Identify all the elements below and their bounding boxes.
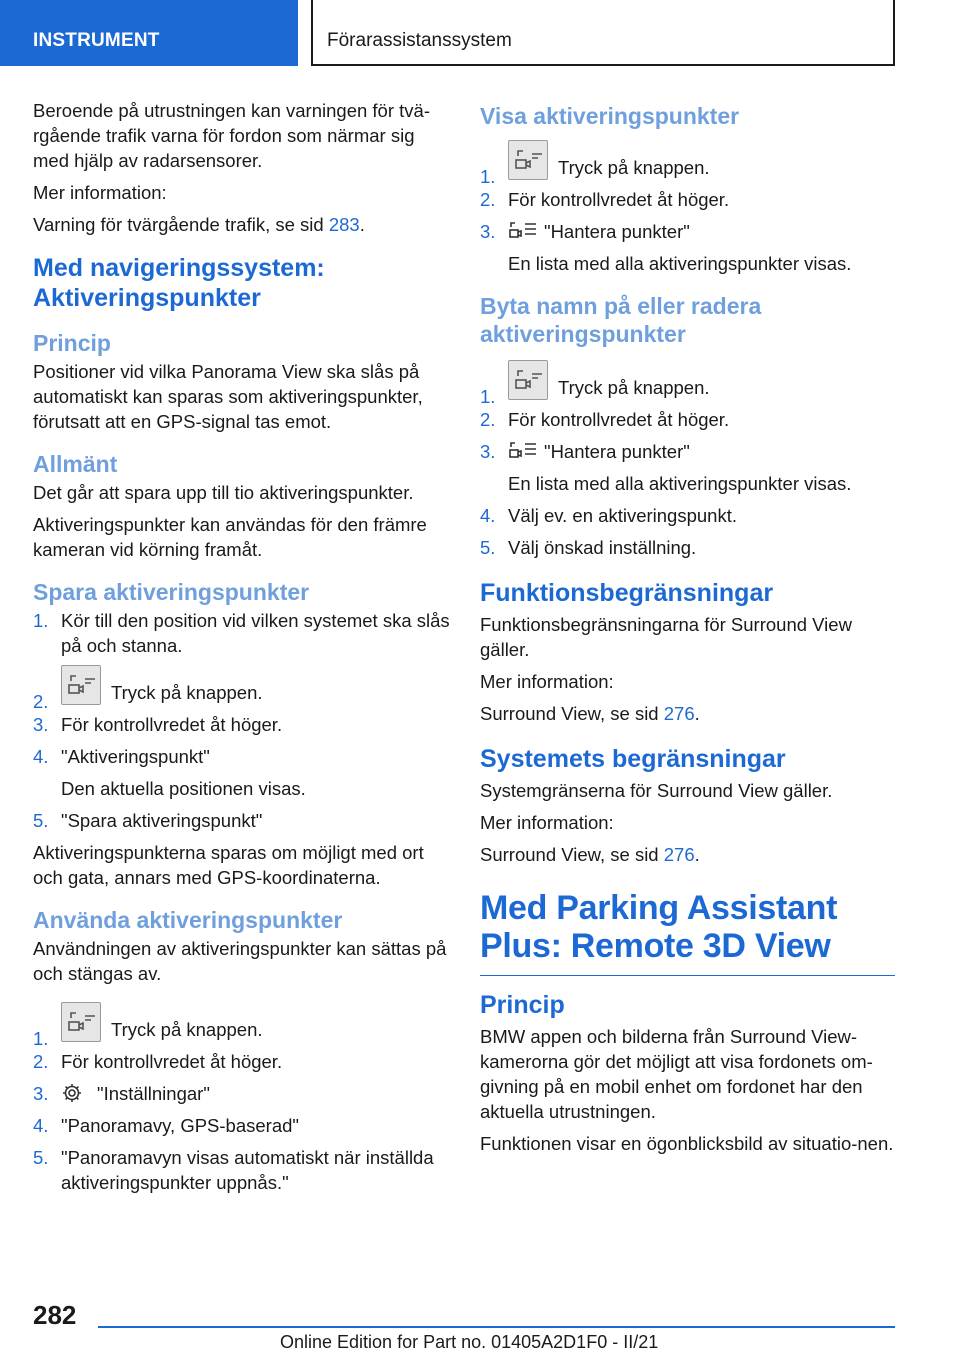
chapter-title: Förarassistanssystem <box>327 30 512 51</box>
page-number: 282 <box>33 1300 77 1330</box>
list-item: 4. "Aktiveringspunkt" Den aktuella positionen visas. <box>33 746 306 799</box>
spara-after-text: Aktiveringspunkterna sparas om möjligt med ort och gata, annars med GPS-koordinaterna. <box>33 842 424 888</box>
list-item: 1. Tryck på knappen. <box>480 140 898 180</box>
allmant-text-1: Det går att spara upp till tio aktiveringspunkter. <box>33 482 414 503</box>
list-item: 3. "Hantera punkter" En lista med alla aktiveringspunkter visas. <box>480 441 852 494</box>
section-heading-funk: Funktionsbegränsningar <box>480 579 774 607</box>
subheading-anvanda: Använda aktiveringspunkter <box>33 907 343 933</box>
gear-icon <box>61 1082 91 1104</box>
more-info-label: Mer information: <box>33 182 167 203</box>
surround-view-reference: Surround View, se sid 276. <box>480 703 700 724</box>
left-column <box>33 98 451 1202</box>
page-link-276[interactable]: 276 <box>663 703 695 724</box>
list-item: 1. Tryck på knappen. <box>480 360 898 400</box>
list-item: 2. För kontrollvredet åt höger. <box>33 1051 283 1072</box>
surround-view-reference: Surround View, se sid 276. <box>480 844 700 865</box>
byta-steps <box>480 360 898 560</box>
section-heading-nav: Med navigeringssystem: Aktiveringspunkter <box>33 254 325 312</box>
section-heading-princip: Princip <box>480 991 565 1019</box>
list-item: 5. "Panoramavyn visas automatiskt när inställda aktiveringspunkter uppnås." <box>33 1147 434 1193</box>
subheading-princip: Princip <box>33 330 111 356</box>
footer-divider <box>98 1326 895 1328</box>
anvanda-text: Användningen av aktiveringspunkter kan sättas på och stängas av. <box>33 938 447 984</box>
princip2-text-1: BMW appen och bilderna från Surround View-kamerorna gör det möjligt att visa fordonets om‐givning på en mobil enhet om fordonet har den aktuella utrustningen. <box>480 1026 873 1122</box>
list-item: 1. Tryck på knappen. <box>33 1002 451 1042</box>
list-item: 3. "Inställningar" <box>33 1083 210 1104</box>
section-heading-sys: Systemets begränsningar <box>480 745 786 773</box>
subheading-spara: Spara aktiveringspunkter <box>33 579 310 605</box>
list-item: 5. Välj önskad inställning. <box>480 537 697 558</box>
section-title: INSTRUMENT <box>33 30 160 51</box>
section-tab <box>0 0 298 66</box>
list-item: 4. "Panoramavy, GPS-baserad" <box>33 1115 299 1136</box>
chapter-tab <box>311 0 895 66</box>
chapter-heading-parking: Med Parking Assistant Plus: Remote 3D View <box>480 889 895 976</box>
camera-view-icon[interactable] <box>508 140 548 180</box>
intro-paragraph: Beroende på utrustningen kan varningen för tvä‐rgående trafik varna för fordon som närmar sig med hjälp av radarsensorer. <box>33 100 430 171</box>
list-item: 3. "Hantera punkter" En lista med alla aktiveringspunkter visas. <box>480 221 852 274</box>
funk-text: Funktionsbegränsningarna för Surround View gäller. <box>480 614 852 660</box>
list-item: 2. Tryck på knappen. <box>33 665 451 705</box>
page-link-283[interactable]: 283 <box>328 214 360 235</box>
subheading-allmant: Allmänt <box>33 451 118 477</box>
list-item: 3. För kontrollvredet åt höger. <box>33 714 283 735</box>
spara-steps <box>33 608 451 833</box>
manage-points-icon <box>508 440 538 462</box>
camera-view-icon[interactable] <box>61 1002 101 1042</box>
right-column <box>480 92 898 1163</box>
camera-view-icon[interactable] <box>61 665 101 705</box>
visa-steps <box>480 140 898 276</box>
list-item: 2. För kontrollvredet åt höger. <box>480 409 730 430</box>
page-header <box>0 0 960 66</box>
manage-points-icon <box>508 220 538 242</box>
sys-text: Systemgränserna för Surround View gäller. <box>480 780 833 801</box>
princip-text: Positioner vid vilka Panorama View ska slås på automatiskt kan sparas som aktiveringspunkter, förutsatt att en GPS-signal tas emot. <box>33 361 423 432</box>
more-info-label: Mer information: <box>480 671 614 692</box>
allmant-text-2: Aktiveringspunkter kan användas för den främre kameran vid körning framåt. <box>33 514 427 560</box>
list-item: 1. Kör till den position vid vilken systemet ska slås på och stanna. <box>33 610 450 656</box>
princip2-text-2: Funktionen visar en ögonblicksbild av situatio‐nen. <box>480 1133 894 1154</box>
page-link-276[interactable]: 276 <box>663 844 695 865</box>
subheading-visa: Visa aktiveringspunkter <box>480 103 740 129</box>
more-info-label: Mer information: <box>480 812 614 833</box>
edition-text: Online Edition for Part no. 01405A2D1F0 - II/21 <box>280 1332 659 1352</box>
subheading-byta: Byta namn på eller radera aktiveringspunkter <box>480 293 762 347</box>
list-item: 5. "Spara aktiveringspunkt" <box>33 810 263 831</box>
cross-traffic-reference: Varning för tvärgående trafik, se sid 283. <box>33 214 365 235</box>
list-item: 4. Välj ev. en aktiveringspunkt. <box>480 505 737 526</box>
list-item: 2. För kontrollvredet åt höger. <box>480 189 730 210</box>
camera-view-icon[interactable] <box>508 360 548 400</box>
anvanda-steps <box>33 1002 451 1195</box>
